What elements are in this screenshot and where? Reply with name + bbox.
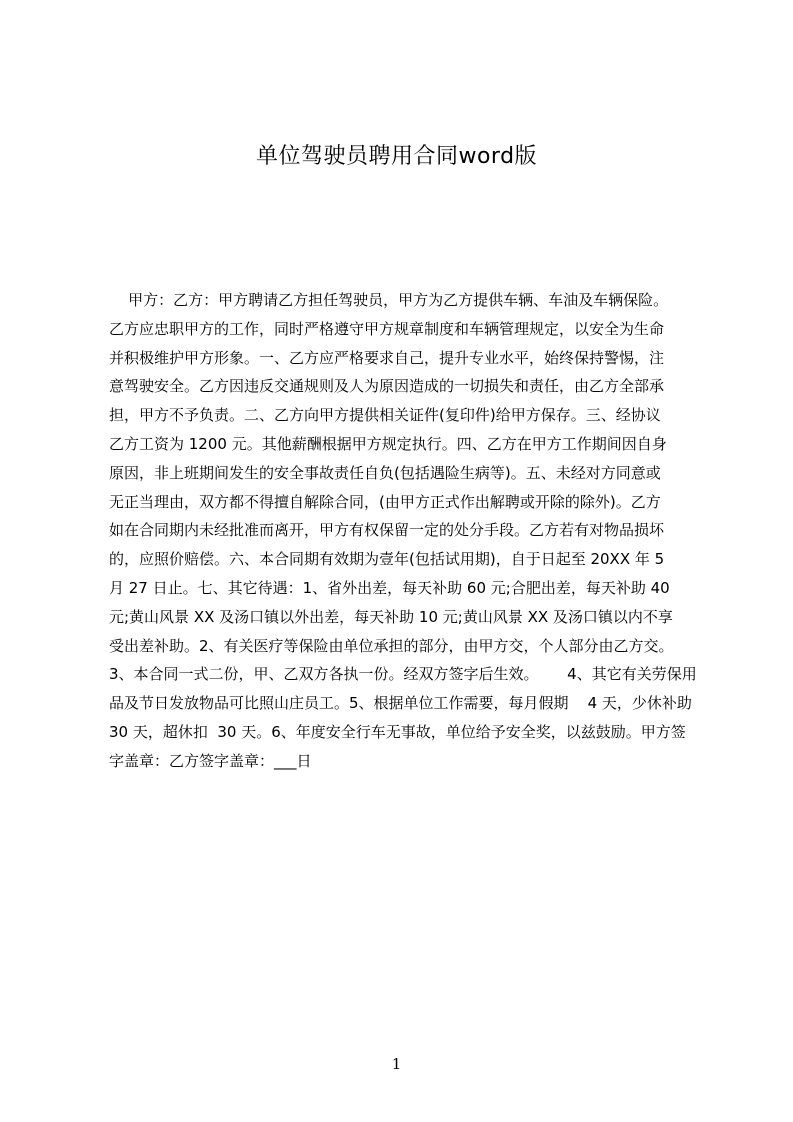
body-line: 元;黄山风景 XX 及汤口镇以外出差，每天补助 10 元;黄山风景 XX 及汤口镇以内不享: [109, 607, 673, 626]
body-line: 如在合同期内未经批准而离开，甲方有权保留一定的处分手段。乙方若有对物品损坏: [109, 521, 665, 540]
body-line: 受出差补助。2、有关医疗等保险由单位承担的部分，由甲方交，个人部分由乙方交。: [109, 636, 674, 655]
body-line: 并积极维护甲方形象。一、乙方应严格要求自己，提升专业水平，始终保持警惕，注: [109, 348, 665, 367]
body-line: 担，甲方不予负责。二、乙方向甲方提供相关证件(复印件)给甲方保存。三、经协议: [109, 406, 661, 425]
body-line: 乙方应忠职甲方的工作，同时严格遵守甲方规章制度和车辆管理规定，以安全为生命: [109, 319, 665, 338]
body-line: 意驾驶安全。乙方因违反交通规则及人为原因造成的一切损失和责任，由乙方全部承: [109, 377, 665, 396]
document-title: 单位驾驶员聘用合同word版: [255, 144, 538, 169]
body-line: 乙方工资为 1200 元。其他薪酬根据甲方规定执行。四、乙方在甲方工作期间因自身: [109, 434, 667, 453]
body-line: 的，应照价赔偿。六、本合同期有效期为壹年(包括试用期)，自于日起至 20XX 年 5: [109, 550, 665, 569]
body-line: 原因，非上班期间发生的安全事故责任自负(包括遇险生病等)。五、未经对方同意或: [109, 463, 661, 482]
body-line: 3、本合同一式二份，甲、乙双方各执一份。经双方签字后生效。 4、其它有关劳保用: [109, 665, 697, 684]
contract-body: [109, 286, 701, 776]
body-line: 甲方：乙方：甲方聘请乙方担任驾驶员，甲方为乙方提供车辆、车油及车辆保险。: [109, 291, 669, 309]
body-line: 30 天，超休扣 30 天。6、年度安全行车无事故，单位给予安全奖，以兹鼓励。甲方签: [109, 722, 686, 741]
body-line: 月 27 日止。七、其它待遇：1、省外出差，每天补助 60 元;合肥出差，每天补助 40: [109, 578, 670, 597]
body-line: 无正当理由，双方都不得擅自解除合同，(由甲方正式作出解聘或开除的除外)。乙方: [109, 492, 661, 511]
body-line: 字盖章：乙方签字盖章：___日: [109, 751, 312, 770]
body-line: 品及节日发放物品可比照山庄员工。5、根据单位工作需要，每月假期 4 天，少休补助: [109, 694, 692, 713]
page-number: 1: [391, 1055, 402, 1073]
